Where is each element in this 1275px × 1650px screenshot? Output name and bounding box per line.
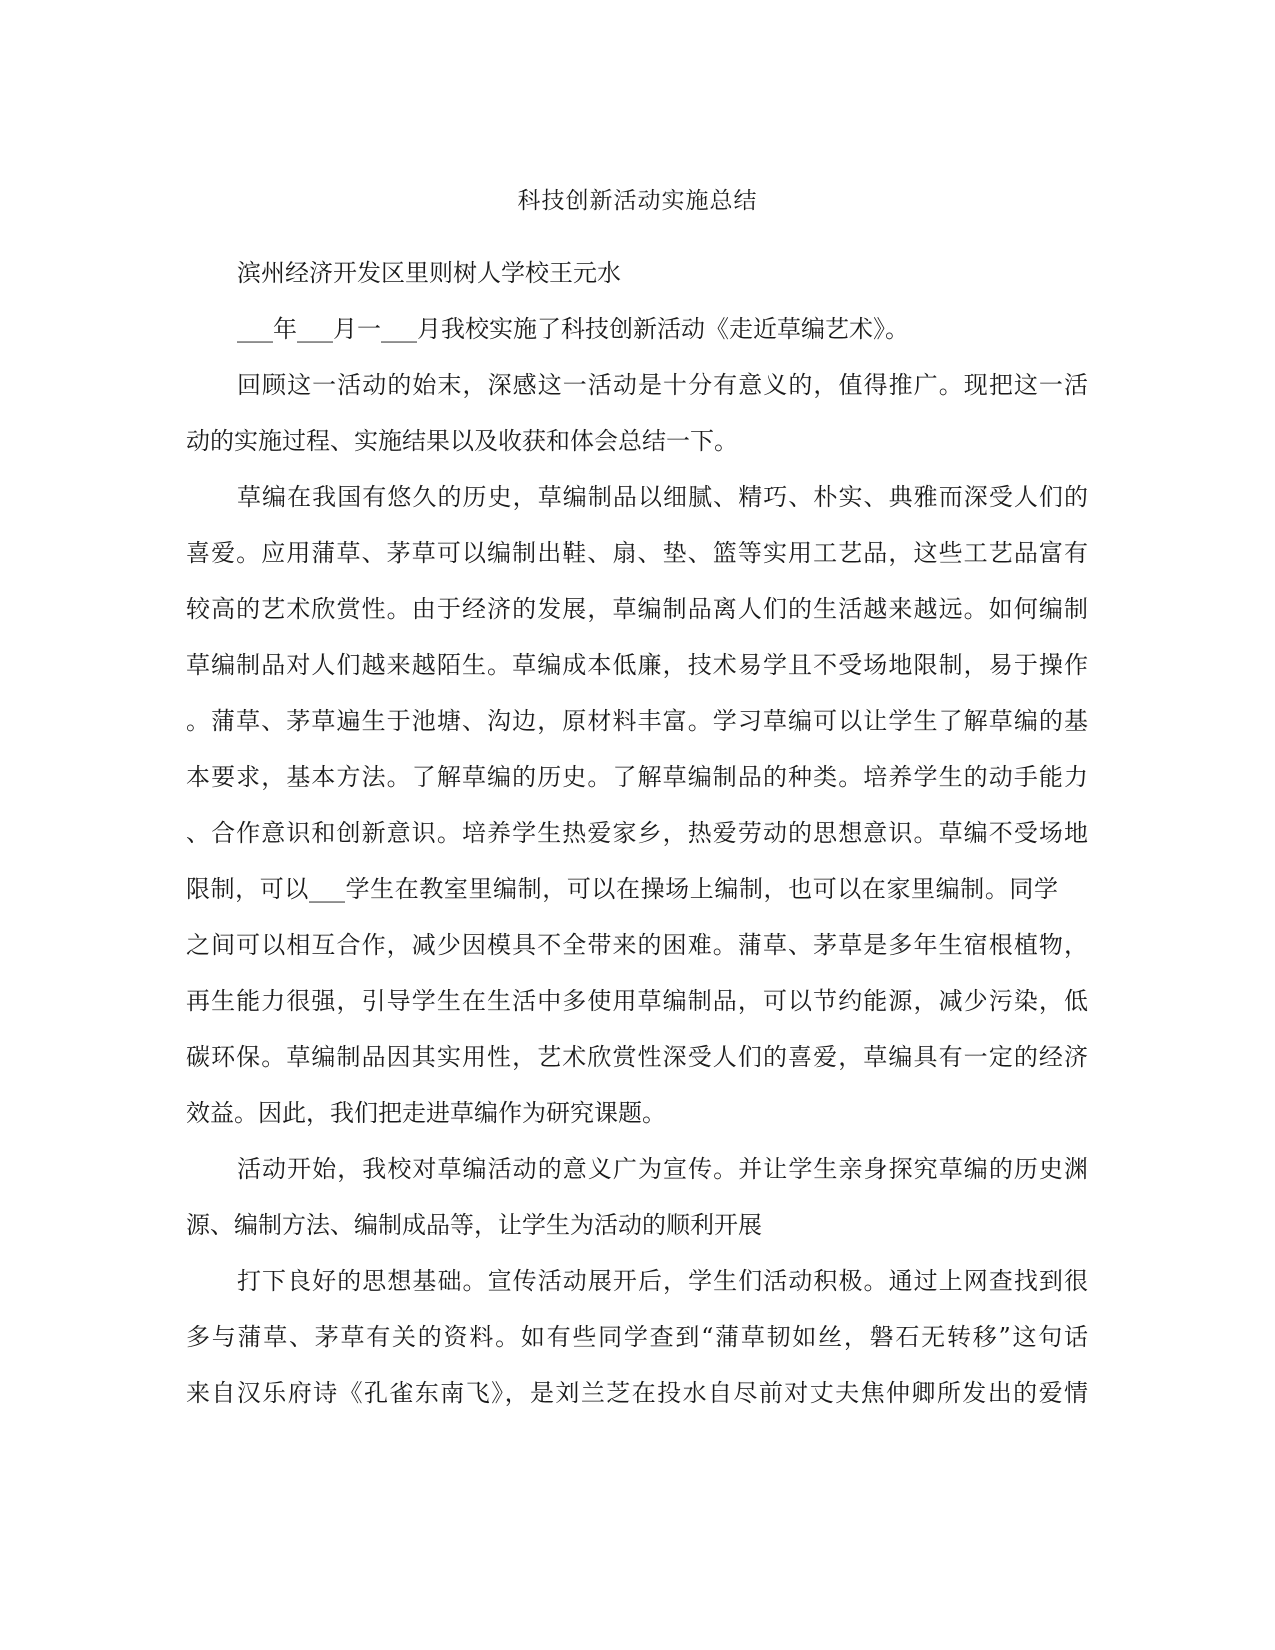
paragraph-line: 效益。因此，我们把走进草编作为研究课题。 bbox=[186, 1099, 666, 1127]
paragraph-line: 活动开始，我校对草编活动的意义广为宣传。并让学生亲身探究草编的历史渊 bbox=[237, 1155, 1088, 1183]
paragraph-line: 限制，可以___学生在教室里编制，可以在操场上编制，也可以在家里编制。同学 bbox=[186, 875, 1058, 903]
paragraph-line: 再生能力很强，引导学生在生活中多使用草编制品，可以节约能源，减少污染，低 bbox=[186, 987, 1088, 1015]
paragraph-line: 源、编制方法、编制成品等，让学生为活动的顺利开展 bbox=[186, 1211, 762, 1239]
paragraph-line: 、合作意识和创新意识。培养学生热爱家乡，热爱劳动的思想意识。草编不受场地 bbox=[186, 819, 1088, 847]
date-line: ___年___月一___月我校实施了科技创新活动《走近草编艺术》。 bbox=[237, 315, 909, 343]
document-title: 科技创新活动实施总结 bbox=[517, 188, 758, 214]
paragraph-line: 碳环保。草编制品因其实用性，艺术欣赏性深受人们的喜爱，草编具有一定的经济 bbox=[186, 1043, 1088, 1071]
paragraph-line: 本要求，基本方法。了解草编的历史。了解草编制品的种类。培养学生的动手能力 bbox=[186, 763, 1088, 791]
paragraph-line: 来自汉乐府诗《孔雀东南飞》，是刘兰芝在投水自尽前对丈夫焦仲卿所发出的爱情 bbox=[186, 1379, 1088, 1407]
paragraph-line: 多与蒲草、茅草有关的资料。如有些同学查到“蒲草韧如丝，磐石无转移”这句话 bbox=[186, 1323, 1088, 1351]
paragraph-line: 动的实施过程、实施结果以及收获和体会总结一下。 bbox=[186, 427, 738, 455]
paragraph-line: 较高的艺术欣赏性。由于经济的发展，草编制品离人们的生活越来越远。如何编制 bbox=[186, 595, 1088, 623]
paragraph-line: 回顾这一活动的始末，深感这一活动是十分有意义的，值得推广。现把这一活 bbox=[237, 371, 1088, 399]
paragraph-line: 。蒲草、茅草遍生于池塘、沟边，原材料丰富。学习草编可以让学生了解草编的基 bbox=[186, 707, 1088, 735]
paragraph-line: 喜爱。应用蒲草、茅草可以编制出鞋、扇、垫、篮等实用工艺品，这些工艺品富有 bbox=[186, 539, 1088, 567]
paragraph-line: 草编在我国有悠久的历史，草编制品以细腻、精巧、朴实、典雅而深受人们的 bbox=[237, 483, 1088, 511]
paragraph-line: 之间可以相互合作，减少因模具不全带来的困难。蒲草、茅草是多年生宿根植物， bbox=[186, 931, 1088, 959]
paragraph-line: 打下良好的思想基础。宣传活动展开后，学生们活动积极。通过上网查找到很 bbox=[237, 1267, 1088, 1295]
paragraph-line: 草编制品对人们越来越陌生。草编成本低廉，技术易学且不受场地限制，易于操作 bbox=[186, 651, 1088, 679]
author-line: 滨州经济开发区里则树人学校王元水 bbox=[237, 259, 621, 287]
